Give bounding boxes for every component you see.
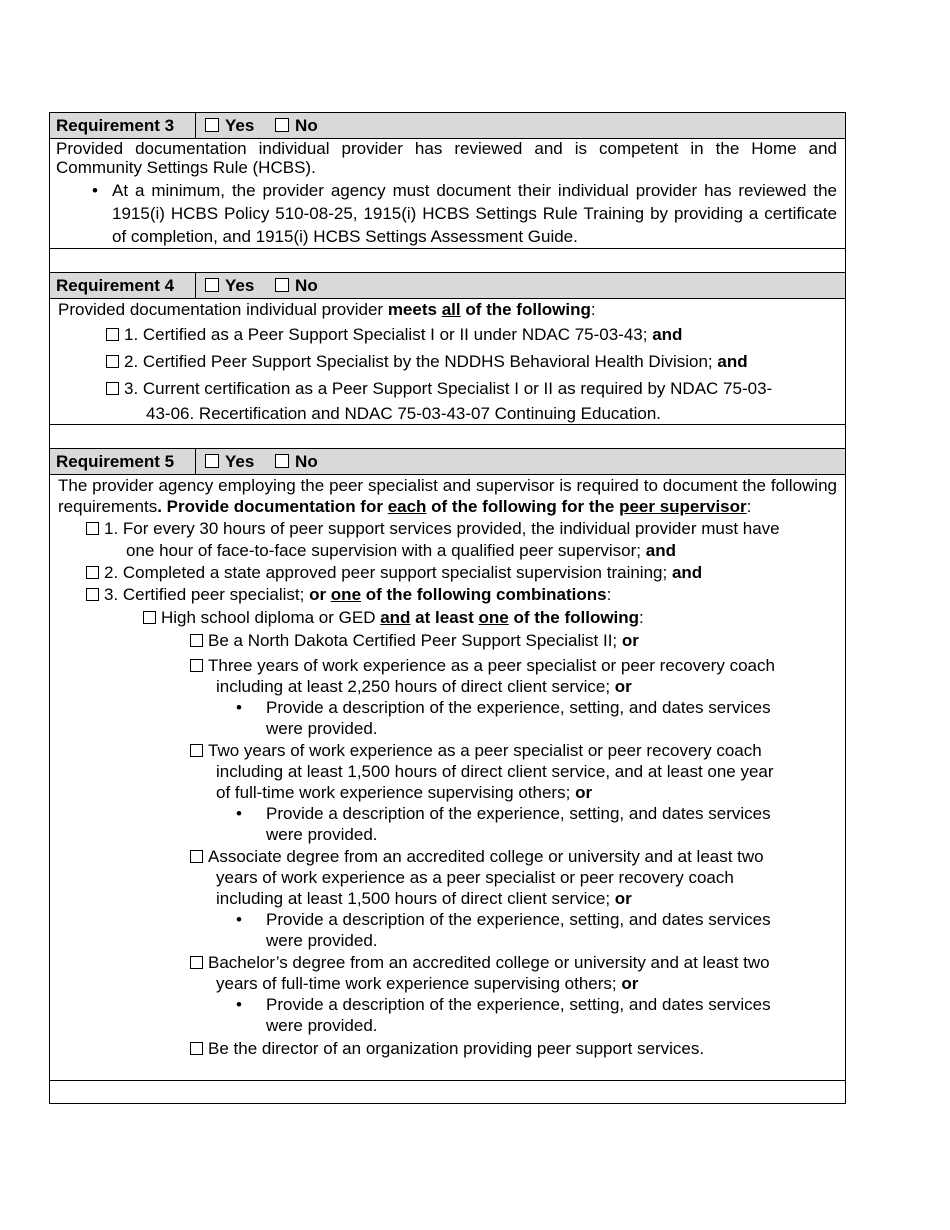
req5-hs-combination: High school diploma or GED and at least one of the following: [58, 606, 837, 629]
req5-option-5-desc: • Provide a description of the experience, setting, and dates services were provided. [236, 995, 771, 1035]
req5-item-2: 2. Completed a state approved peer support specialist supervision training; and [58, 562, 837, 584]
req5-item-3: 3. Certified peer specialist; or one of the following combinations: [58, 584, 837, 606]
req5-option-4-desc: • Provide a description of the experience, setting, and dates services were provided. [236, 910, 771, 950]
req4-yes-option[interactable]: Yes [205, 273, 254, 298]
req5-option-1: Be a North Dakota Certified Peer Support Specialist II; or [190, 629, 837, 653]
req5-option-5: Bachelor’s degree from an accredited college or university and at least two years of full-time work experience supervising others; or • Provide a description of the experience, setting, and dates services were provided. [190, 952, 837, 1036]
req3-bullet: • At a minimum, the provider agency must document their individual provider has reviewed the 1915(i) HCBS Policy 510-08-25, 1915(i) HCBS Settings Rule Training by providing a certificate of completion, and 1915(i) HCBS Settings Assessment Guide. [92, 181, 837, 246]
requirement-5-header [50, 449, 845, 475]
spacer-row [50, 1081, 845, 1103]
bullet-dot: • [92, 181, 98, 200]
requirement-3-label: Requirement 3 [50, 113, 196, 138]
requirement-5-body [50, 475, 845, 1081]
spacer-row [50, 249, 845, 273]
spacer-row [50, 425, 845, 449]
req4-no-option[interactable]: No [275, 273, 318, 298]
req4-item-2: 2. Certified Peer Support Specialist by the NDDHS Behavioral Health Division; and [58, 348, 837, 375]
requirements-table [49, 112, 846, 1104]
req4-item-3: 3. Current certification as a Peer Support Specialist I or II as required by NDAC 75-03- 43-06. Recertification and NDAC 75-03-43-07 Continuing Education. [58, 376, 837, 426]
req3-no-option[interactable]: No [275, 113, 318, 138]
req5-option-5-checkbox[interactable] [190, 956, 203, 969]
requirement-3-body [50, 139, 845, 249]
req5-option-6: Be the director of an organization providing peer support services. [190, 1037, 837, 1060]
req5-no-checkbox[interactable] [275, 454, 289, 468]
requirement-5-label: Requirement 5 [50, 449, 196, 474]
req5-option-3: Two years of work experience as a peer specialist or peer recovery coach including at least 1,500 hours of direct client service, and at least one year of full-time work experience supervising others; or • Provide a description of the experience, setting, and dates services were provided. [190, 740, 837, 845]
req3-no-checkbox[interactable] [275, 118, 289, 132]
requirement-4-header [50, 273, 845, 299]
req5-option-2-desc: • Provide a description of the experience, setting, and dates services were provided. [236, 698, 771, 738]
req5-yes-option[interactable]: Yes [205, 449, 254, 474]
req5-option-2-checkbox[interactable] [190, 659, 203, 672]
req5-intro: The provider agency employing the peer specialist and supervisor is required to document the following requirements. Provide documentation for each of the following for the peer supervisor: [58, 476, 837, 516]
req5-item-2-checkbox[interactable] [86, 566, 99, 579]
req3-yes-option[interactable]: Yes [205, 113, 254, 138]
req4-item-3-checkbox[interactable] [106, 382, 119, 395]
req5-item-3-checkbox[interactable] [86, 588, 99, 601]
req5-option-6-checkbox[interactable] [190, 1042, 203, 1055]
req5-no-option[interactable]: No [275, 449, 318, 474]
req5-option-3-desc: • Provide a description of the experience, setting, and dates services were provided. [236, 804, 771, 844]
req5-option-2: Three years of work experience as a peer specialist or peer recovery coach including at least 2,250 hours of direct client service; or • Provide a description of the experience, setting, and dates services were provided. [190, 655, 837, 739]
req5-hs-checkbox[interactable] [143, 611, 156, 624]
req3-yes-checkbox[interactable] [205, 118, 219, 132]
req3-intro: Provided documentation individual provider has reviewed and is competent in the Home and Community Settings Rule (HCBS). [56, 139, 837, 177]
req4-item-1: 1. Certified as a Peer Support Specialist I or II under NDAC 75-03-43; and [58, 321, 837, 348]
req5-item-1-checkbox[interactable] [86, 522, 99, 535]
req4-item-1-checkbox[interactable] [106, 328, 119, 341]
req5-option-3-checkbox[interactable] [190, 744, 203, 757]
req5-options [58, 629, 837, 1060]
req4-intro: Provided documentation individual provider meets all of the following: [58, 300, 596, 319]
req4-yes-checkbox[interactable] [205, 278, 219, 292]
req4-no-checkbox[interactable] [275, 278, 289, 292]
req4-item-2-checkbox[interactable] [106, 355, 119, 368]
req5-item-1: 1. For every 30 hours of peer support services provided, the individual provider must have one hour of face-to-face supervision with a qualified peer supervisor; and [58, 518, 837, 562]
req5-option-1-checkbox[interactable] [190, 634, 203, 647]
requirement-3-header [50, 113, 845, 139]
req5-yes-checkbox[interactable] [205, 454, 219, 468]
requirement-4-label: Requirement 4 [50, 273, 196, 298]
requirement-4-body [50, 299, 845, 425]
req5-option-4: Associate degree from an accredited college or university and at least two years of work experience as a peer specialist or peer recovery coach including at least 1,500 hours of direct client service; or • Provide a description of the experience, setting, and dates services were provided. [190, 846, 837, 951]
req5-option-4-checkbox[interactable] [190, 850, 203, 863]
